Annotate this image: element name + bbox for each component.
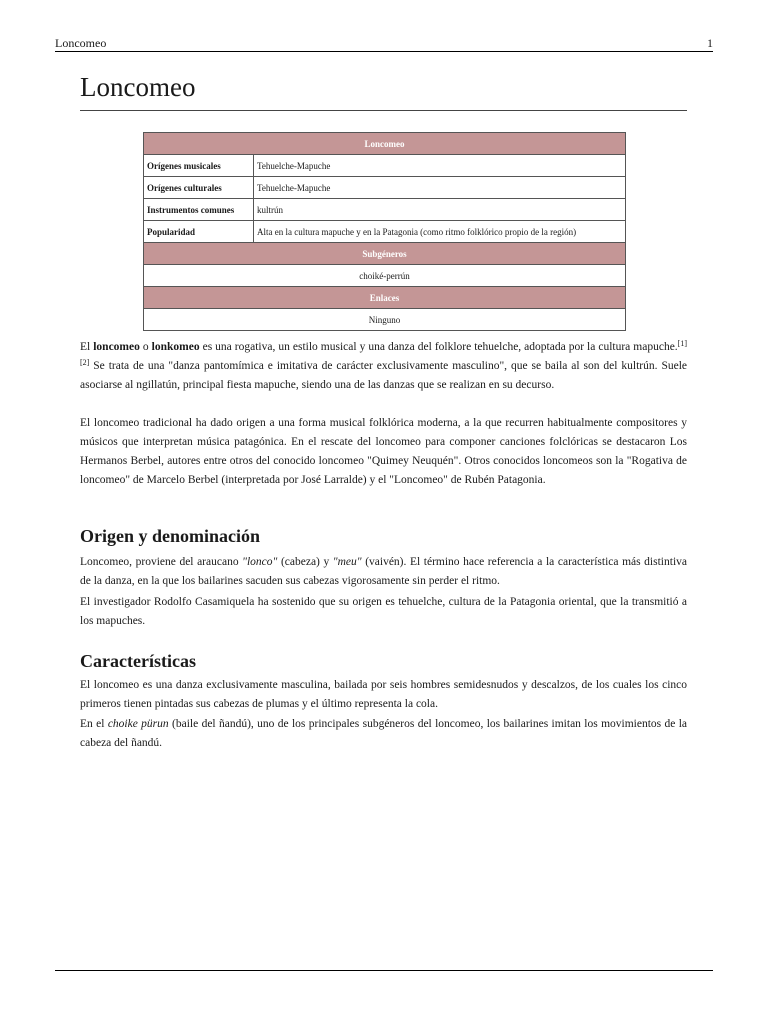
infobox: [143, 132, 626, 331]
text-run: (cabeza) y: [277, 556, 333, 568]
text-run: Loncomeo, proviene del araucano: [80, 556, 243, 568]
term-loncomeo: loncomeo: [93, 341, 140, 353]
text-run: (baile del ñandú), uno de los principales subgéneros del loncomeo, los bailarines imitan los movimientos de la cabeza del ñandú.: [80, 718, 688, 749]
infobox-value: Tehuelche-Mapuche: [254, 155, 626, 177]
infobox-row: [144, 199, 626, 221]
infobox-row: [144, 221, 626, 243]
infobox-links-header: Enlaces: [144, 287, 626, 309]
infobox-value: Tehuelche-Mapuche: [254, 177, 626, 199]
running-header: [55, 36, 713, 52]
running-header-title: Loncomeo: [55, 36, 107, 50]
origin-paragraph-1: [80, 553, 687, 591]
infobox-caption: Loncomeo: [144, 133, 626, 155]
infobox-subgenres-value: choiké-perrún: [144, 265, 626, 287]
infobox-label: Orígenes culturales: [144, 177, 254, 199]
section-heading-features: Características: [80, 651, 196, 671]
term-choike-purun: choike pürun: [107, 718, 169, 730]
page-number: 1: [707, 36, 713, 50]
intro-paragraph-1: [80, 338, 687, 395]
article-title: Loncomeo: [80, 72, 196, 102]
infobox-label: Instrumentos comunes: [144, 199, 254, 221]
footer-divider: [55, 970, 713, 971]
infobox-label: Popularidad: [144, 221, 254, 243]
infobox-value: kultrún: [254, 199, 626, 221]
intro-paragraph-2: El loncomeo tradicional ha dado origen a una forma musical folklórica moderna, a la que recurren habitualmente compositores y músicos que interpretan música patagónica. En el rescate del loncomeo para componer canciones folclóricas se destacaron Los Hermanos Berbel, autores entre otros del conocido loncomeo "Quimey Neuquén". Otros conocidos loncomeos son la "Rogativa de loncomeo" de Marcelo Berbel (interpretada por José Larralde) y el "Loncomeo" de Rubén Patagonia.: [80, 417, 687, 486]
section-heading-origin: Origen y denominación: [80, 526, 261, 546]
features-paragraph-2: [80, 715, 687, 753]
term-lonkomeo: lonkomeo: [151, 341, 200, 353]
text-run: En el: [80, 718, 108, 730]
infobox-row: [144, 155, 626, 177]
text-run: El: [80, 341, 94, 353]
infobox-row: [144, 177, 626, 199]
reference-links[interactable]: [1][2]: [80, 339, 687, 367]
features-paragraph-1: El loncomeo es una danza exclusivamente masculina, bailada por seis hombres semidesnudos y descalzos, de los cuales los cinco primeros tienen pintadas sus cabezas de plumas y el último representa la cola.: [80, 679, 687, 710]
title-divider: [80, 110, 687, 111]
text-run: Se trata de una "danza pantomímica e imitativa de carácter exclusivamente masculino", que se baila al son del kultrún. Suele asociarse al ngillatún, principal fiesta mapuche, siendo una de las danzas que se realizan en su decurso.: [80, 360, 687, 391]
infobox-subgenres-header: Subgéneros: [144, 243, 626, 265]
text-run: (vaivén). El término hace referencia a la característica más distintiva de la danza, en la que los bailarines sacuden sus cabezas vigorosamente sin perder el ritmo.: [80, 556, 687, 587]
text-run: es una rogativa, un estilo musical y una danza del folklore tehuelche, adoptada por la cultura mapuche.: [199, 341, 678, 353]
text-run: o: [139, 341, 152, 353]
infobox-label: Orígenes musicales: [144, 155, 254, 177]
infobox-value: Alta en la cultura mapuche y en la Patagonia (como ritmo folklórico propio de la región): [254, 221, 626, 243]
term-lonco: "lonco": [242, 556, 278, 568]
term-meu: "meu": [332, 556, 362, 568]
origin-paragraph-2: El investigador Rodolfo Casamiquela ha sostenido que su origen es tehuelche, cultura de la Patagonia oriental, que la transmitió a los mapuches.: [80, 596, 687, 627]
infobox-links-value: Ninguno: [144, 309, 626, 331]
